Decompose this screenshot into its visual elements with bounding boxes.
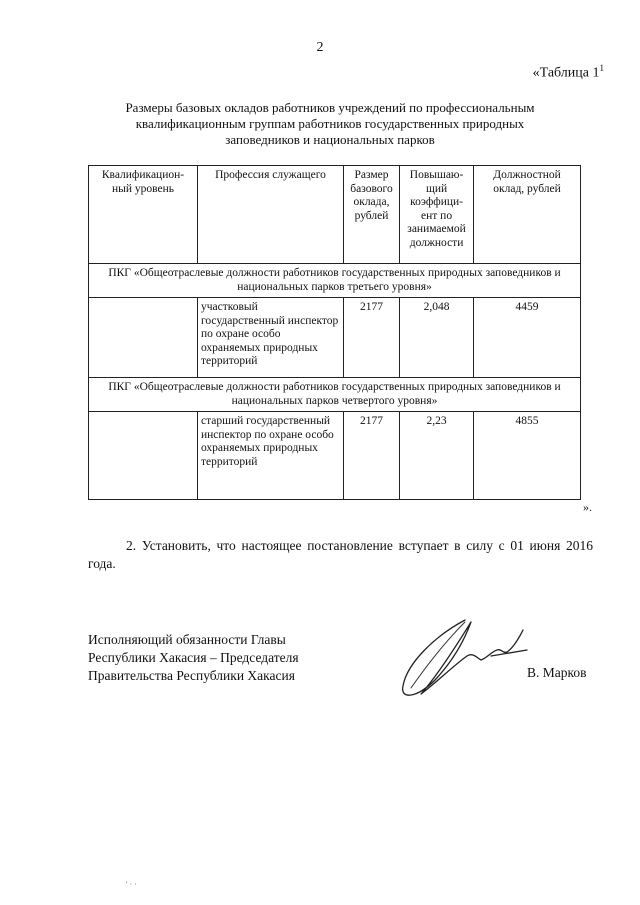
caption-line: заповедников и национальных парков (225, 132, 435, 147)
page-number: 2 (316, 40, 324, 55)
signatory-line: Исполняющий обязанности Главы (88, 632, 286, 647)
table-label-superscript: 1 (599, 63, 604, 73)
caption-line: квалификационным группам работников государственных природных (135, 116, 525, 131)
cell-salary: 4459 (474, 298, 581, 378)
salary-table (88, 165, 581, 500)
signatory-name: В. Марков (527, 665, 587, 680)
cell-base-salary: 2177 (343, 298, 399, 378)
table-label (533, 63, 604, 82)
header-base-salary: Размер базового оклада, рублей (343, 166, 399, 264)
signatory-line: Республики Хакасия – Председателя (88, 650, 299, 665)
cell-level (89, 298, 198, 378)
table-row (89, 412, 581, 500)
resolution-paragraph: 2. Установить, что настоящее постановление вступает в силу с 01 июня 2016 года. (88, 538, 593, 571)
header-qualification-level: Квалификацион-ный уровень (89, 166, 198, 264)
scan-artifact: ' · · (126, 880, 137, 889)
cell-salary: 4855 (474, 412, 581, 500)
cell-coefficient: 2,23 (400, 412, 474, 500)
cell-coefficient: 2,048 (400, 298, 474, 378)
closing-quote: ». (583, 500, 592, 514)
cell-base-salary: 2177 (343, 412, 399, 500)
group-row (89, 378, 581, 412)
cell-profession: участковый государственный инспектор по охране особо охраняемых природных территорий (197, 298, 343, 378)
signatory-title (88, 631, 299, 685)
table-caption (110, 100, 550, 148)
group-row (89, 264, 581, 298)
signatory-line: Правительства Республики Хакасия (88, 668, 295, 683)
cell-profession: старший государственный инспектор по охране особо охраняемых природных территорий (197, 412, 343, 500)
header-position-salary: Должностной оклад, рублей (474, 166, 581, 264)
table-row (89, 298, 581, 378)
cell-level (89, 412, 198, 500)
group-title: ПКГ «Общеотраслевые должности работников государственных природных заповедников и национальных парков третьего уровня» (89, 264, 581, 298)
table-label-text: «Таблица 1 (532, 65, 600, 81)
header-coefficient: Повышаю-щий коэффици-ент по занимаемой должности (400, 166, 474, 264)
table-header-row (89, 166, 581, 264)
caption-line: Размеры базовых окладов работников учреждений по профессиональным (125, 100, 535, 115)
group-title: ПКГ «Общеотраслевые должности работников государственных природных заповедников и национальных парков четвертого уровня» (89, 378, 581, 412)
header-profession: Профессия служащего (197, 166, 343, 264)
handwritten-signature (395, 608, 535, 703)
